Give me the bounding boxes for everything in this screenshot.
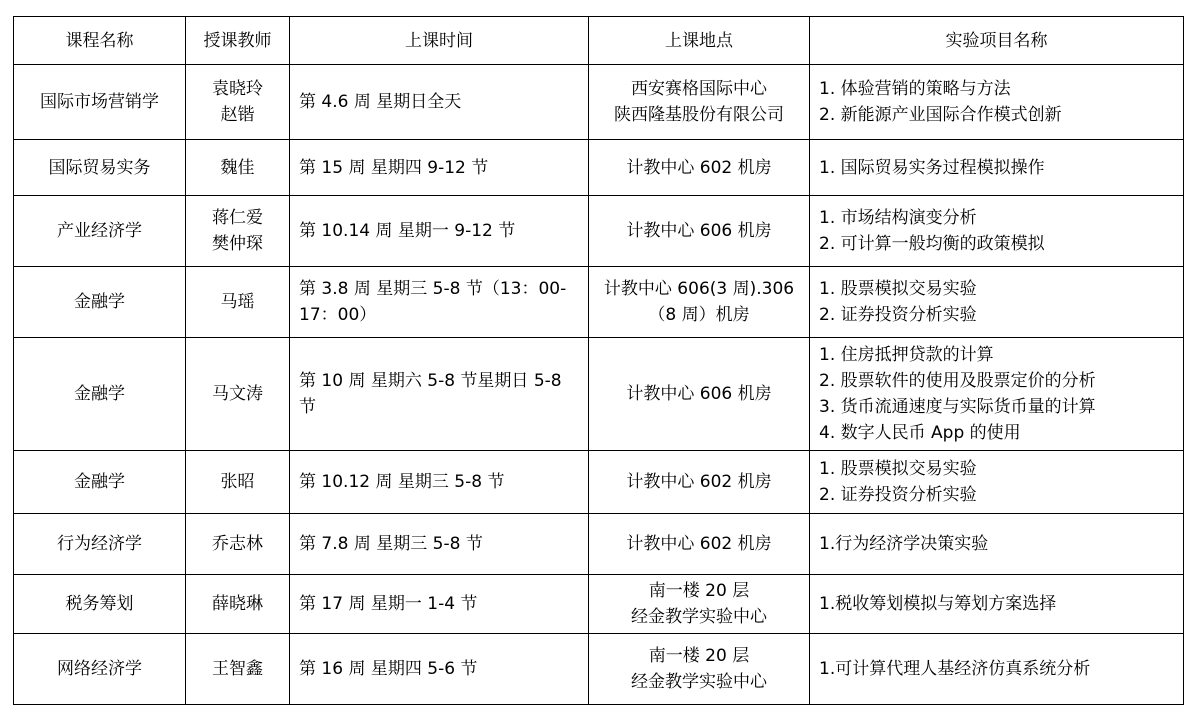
table-row	[14, 575, 1184, 634]
location-cell	[589, 338, 810, 451]
projects-cell	[810, 451, 1184, 514]
course-cell: 国际市场营销学	[14, 65, 186, 140]
project-item: 1.行为经济学决策实验	[819, 534, 989, 554]
project-item: 2. 可计算一般均衡的政策模拟	[819, 234, 1045, 254]
location-line: 计教中心 606 机房	[626, 221, 772, 241]
location-cell	[589, 514, 810, 575]
projects-cell	[810, 267, 1184, 338]
project-item: 3. 货币流通速度与实际货币量的计算	[819, 397, 1096, 417]
course-cell: 金融学	[14, 451, 186, 514]
project-item: 1. 股票模拟交易实验	[819, 459, 977, 479]
time-cell: 第 10 周 星期六 5-8 节星期日 5-8 节	[290, 338, 589, 451]
teacher-name: 蒋仁爱	[212, 208, 263, 228]
location-cell	[589, 575, 810, 634]
course-cell: 行为经济学	[14, 514, 186, 575]
course-cell: 金融学	[14, 338, 186, 451]
location-cell	[589, 140, 810, 196]
location-cell	[589, 267, 810, 338]
table-row	[14, 267, 1184, 338]
location-line: 经金教学实验中心	[631, 672, 767, 692]
course-cell: 网络经济学	[14, 634, 186, 705]
location-line: 计教中心 602 机房	[626, 157, 772, 178]
table-row	[14, 451, 1184, 514]
time-cell: 第 10.14 周 星期一 9-12 节	[290, 196, 589, 267]
teacher-cell	[186, 65, 290, 140]
teacher-name: 张昭	[220, 472, 255, 492]
project-item: 1. 国际贸易实务过程模拟操作	[819, 157, 1045, 178]
projects-cell	[810, 338, 1184, 451]
teacher-name: 王智鑫	[212, 659, 263, 679]
table-row	[14, 65, 1184, 140]
table-row	[14, 140, 1184, 196]
course-cell: 金融学	[14, 267, 186, 338]
project-item: 4. 数字人民币 App 的使用	[819, 423, 1021, 443]
header-teacher: 授课教师	[186, 17, 290, 65]
header-projects: 实验项目名称	[810, 17, 1184, 65]
projects-cell	[810, 634, 1184, 705]
table-row	[14, 196, 1184, 267]
header-row	[14, 17, 1184, 65]
teacher-name: 乔志林	[212, 534, 263, 554]
project-item: 1.税收筹划模拟与筹划方案选择	[819, 594, 1057, 614]
table-row	[14, 634, 1184, 705]
location-line: 计教中心 606 机房	[626, 384, 772, 404]
teacher-name: 薛晓琳	[212, 594, 263, 614]
time-cell: 第 10.12 周 星期三 5-8 节	[290, 451, 589, 514]
projects-cell	[810, 514, 1184, 575]
project-item: 2. 证券投资分析实验	[819, 305, 977, 325]
course-cell: 国际贸易实务	[14, 140, 186, 196]
project-item: 2. 证券投资分析实验	[819, 485, 977, 505]
project-item: 1. 市场结构演变分析	[819, 208, 977, 228]
project-item: 1. 股票模拟交易实验	[819, 279, 977, 299]
time-cell: 第 3.8 周 星期三 5-8 节（13：00-17：00）	[290, 267, 589, 338]
teacher-cell	[186, 514, 290, 575]
header-time: 上课时间	[290, 17, 589, 65]
teacher-cell	[186, 634, 290, 705]
course-cell: 产业经济学	[14, 196, 186, 267]
location-cell	[589, 65, 810, 140]
project-item: 2. 股票软件的使用及股票定价的分析	[819, 371, 1096, 391]
course-table	[13, 16, 1184, 705]
teacher-name: 魏佳	[220, 157, 255, 178]
teacher-name: 赵锴	[220, 105, 255, 125]
projects-cell	[810, 140, 1184, 196]
location-line: 南一楼 20 层	[648, 581, 750, 601]
time-cell: 第 7.8 周 星期三 5-8 节	[290, 514, 589, 575]
teacher-name: 马瑶	[220, 292, 255, 312]
project-item: 1. 住房抵押贷款的计算	[819, 345, 994, 365]
project-item: 2. 新能源产业国际合作模式创新	[819, 105, 1062, 125]
teacher-cell	[186, 267, 290, 338]
time-cell: 第 17 周 星期一 1-4 节	[290, 575, 589, 634]
location-line: 南一楼 20 层	[648, 646, 750, 666]
table-row	[14, 338, 1184, 451]
location-line: （8 周）机房	[648, 305, 750, 325]
projects-cell	[810, 65, 1184, 140]
teacher-cell	[186, 140, 290, 196]
time-cell: 第 16 周 星期四 5-6 节	[290, 634, 589, 705]
course-cell: 税务筹划	[14, 575, 186, 634]
teacher-cell	[186, 338, 290, 451]
teacher-name: 袁晓玲	[212, 79, 263, 99]
location-line: 陕西隆基股份有限公司	[614, 105, 784, 125]
teacher-name: 樊仲琛	[212, 234, 263, 254]
header-location: 上课地点	[589, 17, 810, 65]
teacher-cell	[186, 196, 290, 267]
teacher-cell	[186, 451, 290, 514]
location-line: 西安赛格国际中心	[631, 79, 767, 99]
location-cell	[589, 634, 810, 705]
table-row	[14, 514, 1184, 575]
time-cell: 第 4.6 周 星期日全天	[290, 65, 589, 140]
location-line: 经金教学实验中心	[631, 607, 767, 627]
project-item: 1. 体验营销的策略与方法	[819, 79, 1011, 99]
projects-cell	[810, 575, 1184, 634]
location-cell	[589, 196, 810, 267]
location-line: 计教中心 602 机房	[626, 472, 772, 492]
location-line: 计教中心 602 机房	[626, 534, 772, 554]
location-cell	[589, 451, 810, 514]
projects-cell	[810, 196, 1184, 267]
teacher-name: 马文涛	[212, 384, 263, 404]
project-item: 1.可计算代理人基经济仿真系统分析	[819, 659, 1091, 679]
teacher-cell	[186, 575, 290, 634]
location-line: 计教中心 606(3 周).306	[603, 279, 795, 299]
time-cell: 第 15 周 星期四 9-12 节	[290, 140, 589, 196]
header-course: 课程名称	[14, 17, 186, 65]
